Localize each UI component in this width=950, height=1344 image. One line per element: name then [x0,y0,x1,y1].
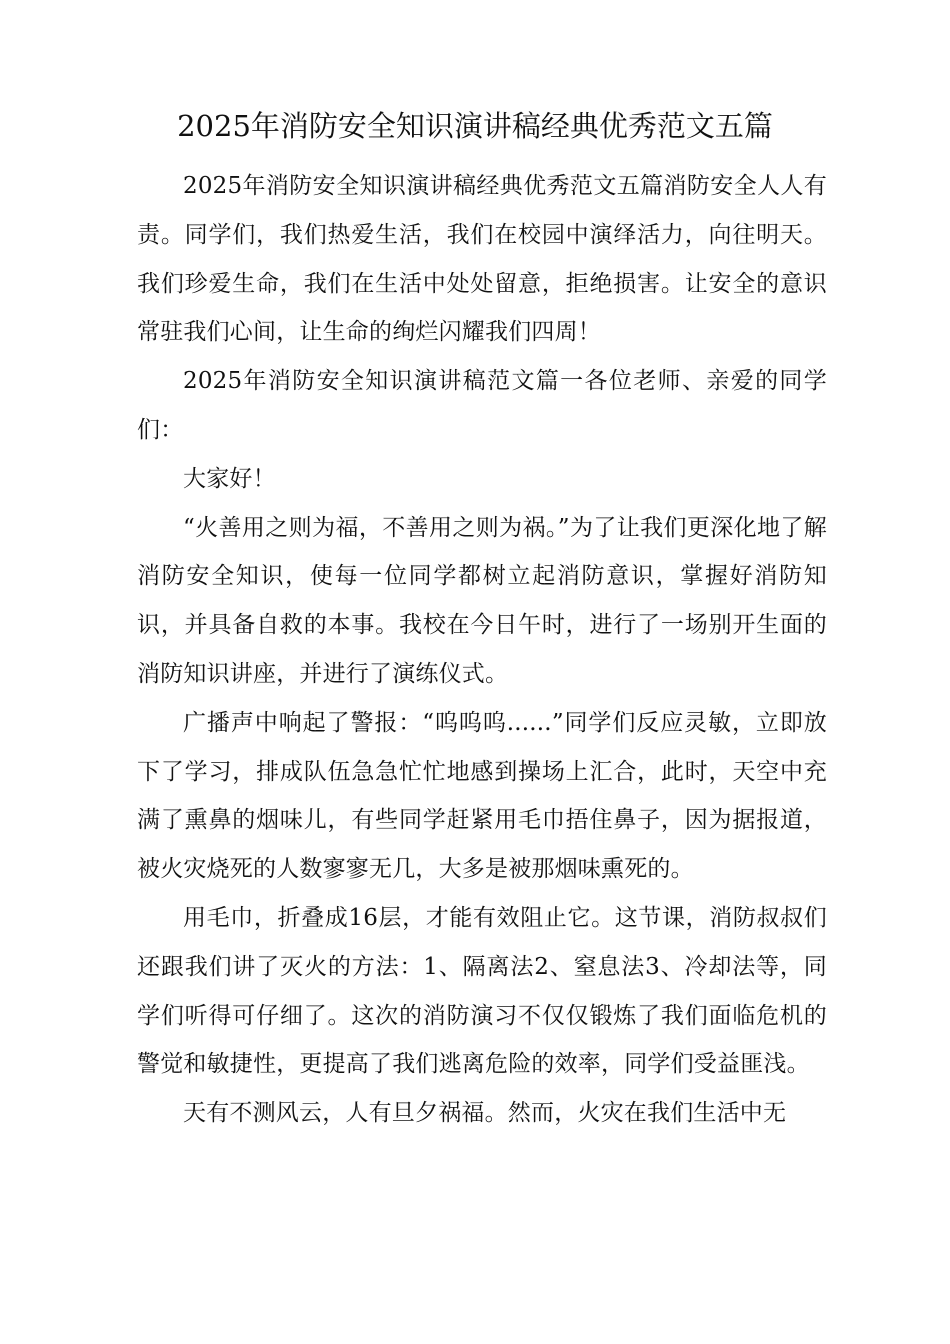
document-body [137,162,827,1138]
paragraph-quote: “火善用之则为福，不善用之则为祸。”为了让我们更深化地了解消防安全知识，使每一位同学都树立起消防意识，掌握好消防知识，并具备自救的本事。我校在今日午时，进行了一场别开生面的消防知识讲座，并进行了演练仪式。 [137,514,827,687]
paragraph-alarm: 广播声中响起了警报：“呜呜呜......”同学们反应灵敏，立即放下了学习，排成队伍急急忙忙地感到操场上汇合，此时，天空中充满了熏鼻的烟味儿，有些同学赶紧用毛巾捂住鼻子，因为据报道，被火灾烧死的人数寥寥无几，大多是被那烟味熏死的。 [137,709,827,883]
document-title: 2025年消防安全知识演讲稿经典优秀范文五篇 [177,109,773,143]
paragraph-intro: 2025年消防安全知识演讲稿经典优秀范文五篇消防安全人人有责。同学们，我们热爱生活，我们在校园中演绎活力，向往明天。我们珍爱生命，我们在生活中处处留意，拒绝损害。让安全的意识常驻我们心间，让生命的绚烂闪耀我们四周！ [137,173,827,346]
paragraph-closing: 天有不测风云，人有旦夕祸福。然而，火灾在我们生活中无 [183,1100,787,1127]
paragraph-methods: 用毛巾，折叠成16层，才能有效阻止它。这节课，消防叔叔们还跟我们讲了灭火的方法：1、隔离法2、窒息法3、冷却法等，同学们听得可仔细了。这次的消防演习不仅仅锻炼了我们面临危机的警觉和敏捷性，更提高了我们逃离危险的效率，同学们受益匪浅。 [137,904,827,1078]
paragraph-greeting: 大家好！ [183,465,276,492]
paragraph-speech-heading: 2025年消防安全知识演讲稿范文篇一各位老师、亲爱的同学们： [137,368,827,443]
